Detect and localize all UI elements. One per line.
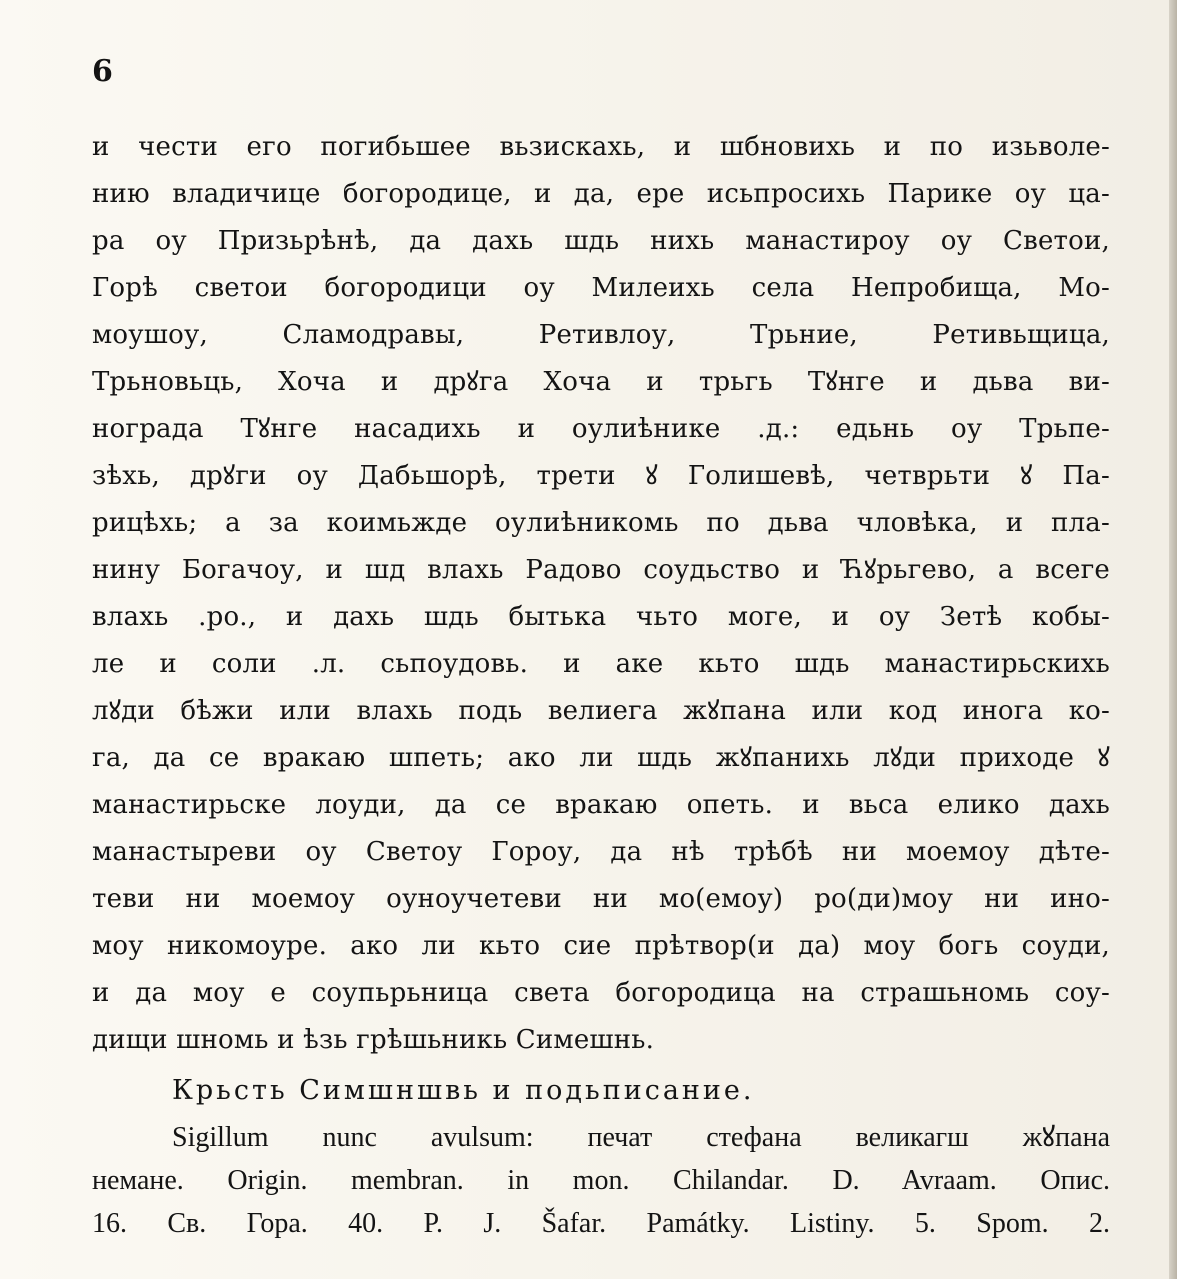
text-line: дищи шномь и ѣзь грѣшьникь Симешнь.: [92, 1025, 655, 1055]
page-edge-shadow: [1169, 0, 1177, 1279]
text-line: ле и соли .л. сьпоудовь. и аке кьто шдь манастирьскихь: [92, 649, 1110, 679]
text-line: и да моу е соупьрьница света богородица на страшьномь соу-: [92, 978, 1110, 1008]
page-number: 6: [92, 54, 113, 89]
text-line: нограда Тꙋнге насадихь и оулиѣнике .д.: едьнь оу Трьпе-: [92, 414, 1110, 444]
text-line: зѣхь, дрꙋги оу Дабьшорѣ, трети ꙋ Голишевѣ, четврьти ꙋ Па-: [92, 461, 1110, 491]
text-line: моу никомоуре. ако ли кьто сие прѣтвор(и да) моу богь соуди,: [92, 931, 1110, 961]
text-line: нину Богачоу, и шд влахь Радово соудьство и Ћꙋрьгево, а всеге: [92, 555, 1110, 585]
text-line: Трьновьць, Хоча и дрꙋга Хоча и трьгь Тꙋнге и дьва ви-: [92, 367, 1110, 397]
text-line: манастыреви оу Светоу Гороу, да нѣ трѣбѣ ни моемоу дѣте-: [92, 837, 1110, 867]
text-line: теви ни моемоу оуноучетеви ни мо(емоу) ро(ди)моу ни ино-: [92, 884, 1110, 914]
source-note-line: немане. Origin. membran. in mon. Chilandar. D. Avraam. Опис.: [92, 1165, 1110, 1196]
text-line: моушоу, Сламодравы, Ретивлоу, Трьние, Ретивьщица,: [92, 320, 1110, 350]
text-line: рицѣхь; а за коимьжде оулиѣникомь по дьва чловѣка, и пла-: [92, 508, 1110, 538]
source-note-line: 16. Св. Гора. 40. P. J. Šafar. Památky. Listiny. 5. Spom. 2.: [92, 1208, 1110, 1239]
text-line: и чести его погибьшее вьзискахь, и шбновихь и по изьволе-: [92, 132, 1110, 162]
text-line: га, да се вракаю шпеть; ако ли шдь жꙋпанихь лꙋди приходе ꙋ: [92, 743, 1110, 773]
text-line: Горѣ светои богородици оу Милеихь села Непробища, Мо-: [92, 273, 1110, 303]
text-line: ра оу Призьрѣнѣ, да дахь шдь нихь манастироу оу Светои,: [92, 226, 1110, 256]
text-line: нию владичице богородице, и да, ере исьпросихь Парике оу ца-: [92, 179, 1110, 209]
text-line: влахь .ро., и дахь шдь бытька чьто моге, и оу Зетѣ кобы-: [92, 602, 1110, 632]
signature-heading: Крьсть Симшншвь и подьписание.: [172, 1075, 755, 1106]
source-note-line: Sigillum nunc avulsum: печат стефана великагш жꙋпана: [172, 1122, 1110, 1153]
charter-text: [92, 124, 1110, 1245]
text-line: манастирьске лоуди, да се вракаю опеть. и вьса елико дахь: [92, 790, 1110, 820]
text-line: лꙋди бѣжи или влахь подь велиега жꙋпана или код инога ко-: [92, 696, 1110, 726]
